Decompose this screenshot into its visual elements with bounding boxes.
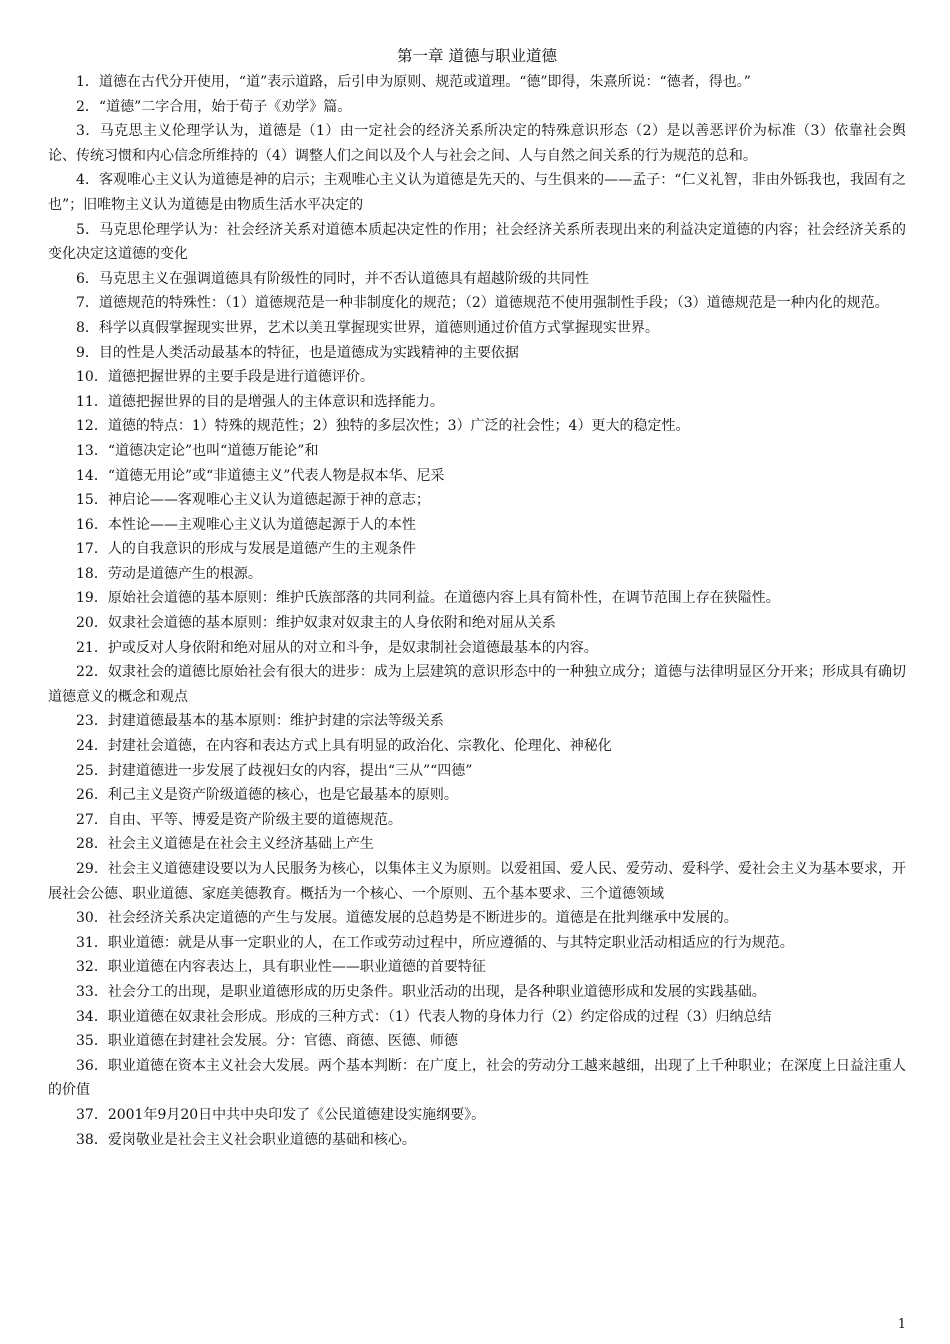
- document-page: [48, 42, 906, 1152]
- list-item: 1．道德在古代分开使用，“道”表示道路，后引申为原则、规范或道理。“德”即得，朱熹所说：“德者，得也。”: [76, 74, 751, 90]
- list-item: 9．目的性是人类活动最基本的特征，也是道德成为实践精神的主要依据: [76, 344, 519, 361]
- list-item: 6．马克思主义在强调道德具有阶级性的同时，并不否认道德具有超越阶级的共同性: [76, 270, 589, 287]
- list-item: 13．“道德决定论”也叫“道德万能论”和: [76, 442, 319, 459]
- list-item: 30．社会经济关系决定道德的产生与发展。道德发展的总趋势是不断进步的。道德是在批判继承中发展的。: [76, 910, 738, 927]
- list-item: 10．道德把握世界的主要手段是进行道德评价。: [76, 369, 374, 386]
- list-item: 24．封建社会道德，在内容和表达方式上具有明显的政治化、宗教化、伦理化、神秘化: [76, 738, 612, 755]
- list-item: 25．封建道德进一步发展了歧视妇女的内容，提出“三从”“四德”: [76, 762, 473, 779]
- list-item: 17．人的自我意识的形成与发展是道德产生的主观条件: [76, 541, 416, 558]
- list-item: 20．奴隶社会道德的基本原则：维护奴隶对奴隶主的人身依附和绝对屈从关系: [76, 615, 556, 632]
- list-item: 14．“道德无用论”或“非道德主义”代表人物是叔本华、尼采: [76, 467, 445, 484]
- list-item: 31．职业道德：就是从事一定职业的人，在工作或劳动过程中，所应遵循的、与其特定职业活动相适应的行为规范。: [76, 934, 794, 951]
- list-item: 18．劳动是道德产生的根源。: [76, 565, 262, 582]
- list-item: 26．利己主义是资产阶级道德的核心，也是它最基本的原则。: [76, 787, 458, 804]
- list-item: 37．2001年9月20日中共中央印发了《公民道德建设实施纲要》。: [76, 1106, 486, 1123]
- list-item: 2．“道德”二字合用，始于荀子《劝学》篇。: [76, 98, 352, 115]
- list-item: 12．道德的特点：1）特殊的规范性；2）独特的多层次性；3）广泛的社会性；4）更大的稳定性。: [76, 418, 690, 435]
- list-item: 19．原始社会道德的基本原则：维护氏族部落的共同利益。在道德内容上具有简朴性，在调节范围上存在狭隘性。: [76, 590, 780, 607]
- list-item: 22．奴隶社会的道德比原始社会有很大的进步：成为上层建筑的意识形态中的一种独立成分；道德与法律明显区分开来；形成具有确切道德意义的概念和观点: [48, 664, 906, 705]
- list-item: 34．职业道德在奴隶社会形成。形成的三种方式：（1）代表人物的身体力行（2）约定俗成的过程（3）归纳总结: [76, 1008, 772, 1025]
- list-item: 27．自由、平等、博爱是资产阶级主要的道德规范。: [76, 811, 402, 828]
- list-item: 23．封建道德最基本的基本原则：维护封建的宗法等级关系: [76, 713, 444, 730]
- list-item: 32．职业道德在内容表达上，具有职业性——职业道德的首要特征: [76, 959, 486, 976]
- list-item: 21．护或反对人身依附和绝对屈从的对立和斗争，是奴隶制社会道德最基本的内容。: [76, 639, 598, 656]
- list-item: 35．职业道德在封建社会发展。分：官德、商德、医德、师德: [76, 1033, 458, 1050]
- list-item: 15．神启论——客观唯心主义认为道德起源于神的意志；: [76, 492, 430, 509]
- list-item: 16．本性论——主观唯心主义认为道德起源于人的本性: [76, 516, 416, 533]
- list-item: 11．道德把握世界的目的是增强人的主体意识和选择能力。: [76, 393, 444, 410]
- list-item: 33．社会分工的出现，是职业道德形成的历史条件。职业活动的出现，是各种职业道德形成和发展的实践基础。: [76, 983, 766, 1000]
- chapter-title: 第一章 道德与职业道德: [397, 47, 557, 65]
- list-item: 5．马克思伦理学认为：社会经济关系对道德本质起决定性的作用；社会经济关系所表现出来的利益决定道德的内容；社会经济关系的变化决定这道德的变化: [48, 221, 906, 263]
- list-item: 38．爱岗敬业是社会主义社会职业道德的基础和核心。: [76, 1131, 416, 1148]
- list-item: 7．道德规范的特殊性：（1）道德规范是一种非制度化的规范；（2）道德规范不使用强制性手段；（3）道德规范是一种内化的规范。: [76, 295, 889, 312]
- list-item: 4．客观唯心主义认为道德是神的启示；主观唯心主义认为道德是先天的、与生俱来的——孟子：“仁义礼智，非由外铄我也，我固有之也”；旧唯物主义认为道德是由物质生活水平决定的: [48, 172, 906, 213]
- list-item: 3．马克思主义伦理学认为，道德是（1）由一定社会的经济关系所决定的特殊意识形态（2）是以善恶评价为标准（3）依靠社会舆论、传统习惯和内心信念所维持的（4）调整人们之间以及个人与社会之间、人与自然之间关系的行为规范的总和。: [48, 123, 906, 164]
- list-item: 28．社会主义道德是在社会主义经济基础上产生: [76, 836, 374, 853]
- list-item: 8．科学以真假掌握现实世界，艺术以美丑掌握现实世界，道德则通过价值方式掌握现实世界。: [76, 319, 659, 336]
- list-item: 29．社会主义道德建设要以为人民服务为核心，以集体主义为原则。以爱祖国、爱人民、爱劳动、爱科学、爱社会主义为基本要求，开展社会公德、职业道德、家庭美德教育。概括为一个核心、一个原则、五个基本要求、三个道德领域: [48, 861, 906, 902]
- page-number: 1: [897, 1317, 906, 1332]
- list-item: 36．职业道德在资本主义社会大发展。两个基本判断：在广度上，社会的劳动分工越来越细，出现了上千种职业；在深度上日益注重人的价值: [48, 1057, 906, 1099]
- item-list: [48, 70, 906, 1152]
